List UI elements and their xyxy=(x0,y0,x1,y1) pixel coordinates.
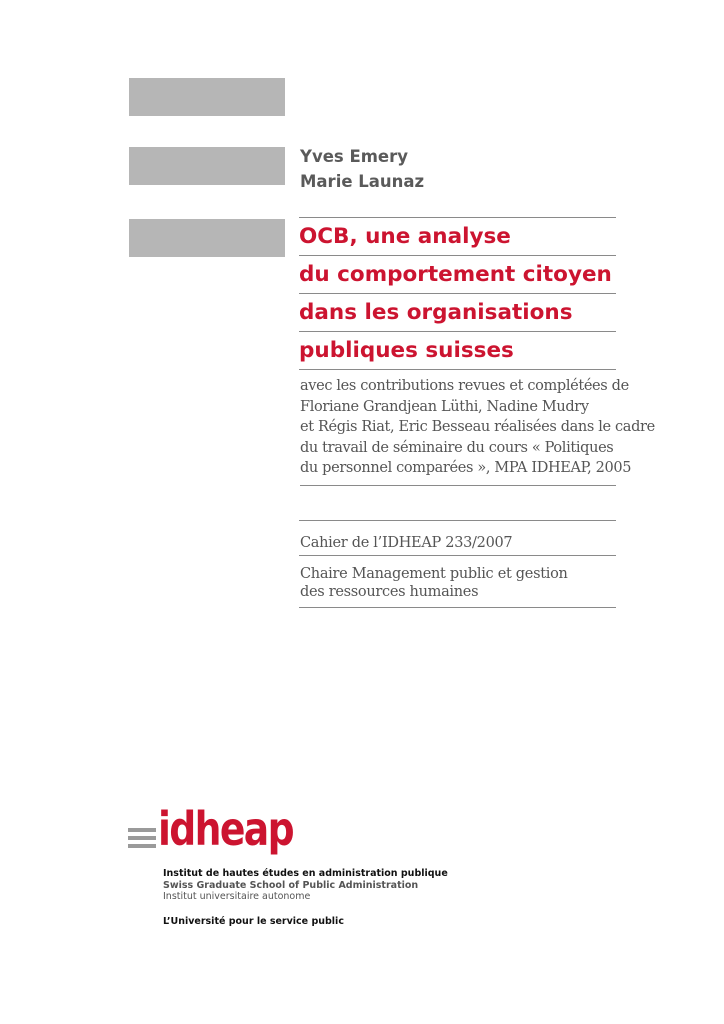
institute-name: Institut de hautes études en administration publique xyxy=(163,868,448,879)
contributions-line: du travail de séminaire du cours « Politiques xyxy=(300,439,614,456)
contributions-line: du personnel comparées », MPA IDHEAP, 2005 xyxy=(300,460,632,476)
author-name: Yves Emery xyxy=(300,147,409,166)
contributions-line: et Régis Riat, Eric Besseau réalisées dans le cadre xyxy=(300,419,655,435)
series-info xyxy=(299,520,616,556)
logo-lines-icon xyxy=(128,828,156,852)
title-line: publiques suisses xyxy=(299,331,616,370)
logo-wordmark: idheap xyxy=(158,802,293,856)
contributions-line: avec les contributions revues et complétées de xyxy=(300,378,629,394)
authors xyxy=(300,144,620,194)
chair-line: des ressources humaines xyxy=(300,583,479,600)
contributions-line: Floriane Grandjean Lüthi, Nadine Mudry xyxy=(300,398,589,415)
cahier-number: Cahier de l’IDHEAP 233/2007 xyxy=(300,535,513,551)
title-line: dans les organisations xyxy=(299,293,616,331)
author-name: Marie Launaz xyxy=(300,172,425,191)
slogan: L’Université pour le service public xyxy=(163,916,344,927)
institute-name-english: Swiss Graduate School of Public Administration xyxy=(163,879,419,891)
decorative-grey-bar xyxy=(129,147,285,185)
chair-line: Chaire Management public et gestion xyxy=(300,566,568,582)
title-line: du comportement citoyen xyxy=(299,255,616,293)
institute-status: Institut universitaire autonome xyxy=(163,891,311,902)
decorative-grey-bar xyxy=(129,78,285,116)
decorative-grey-bar xyxy=(129,219,285,257)
idheap-logo xyxy=(128,802,428,868)
title-line: OCB, une analyse xyxy=(299,217,616,255)
chair-info xyxy=(299,566,616,608)
contributions-note xyxy=(300,376,655,486)
institute-info xyxy=(163,868,563,903)
document-title xyxy=(299,217,616,370)
